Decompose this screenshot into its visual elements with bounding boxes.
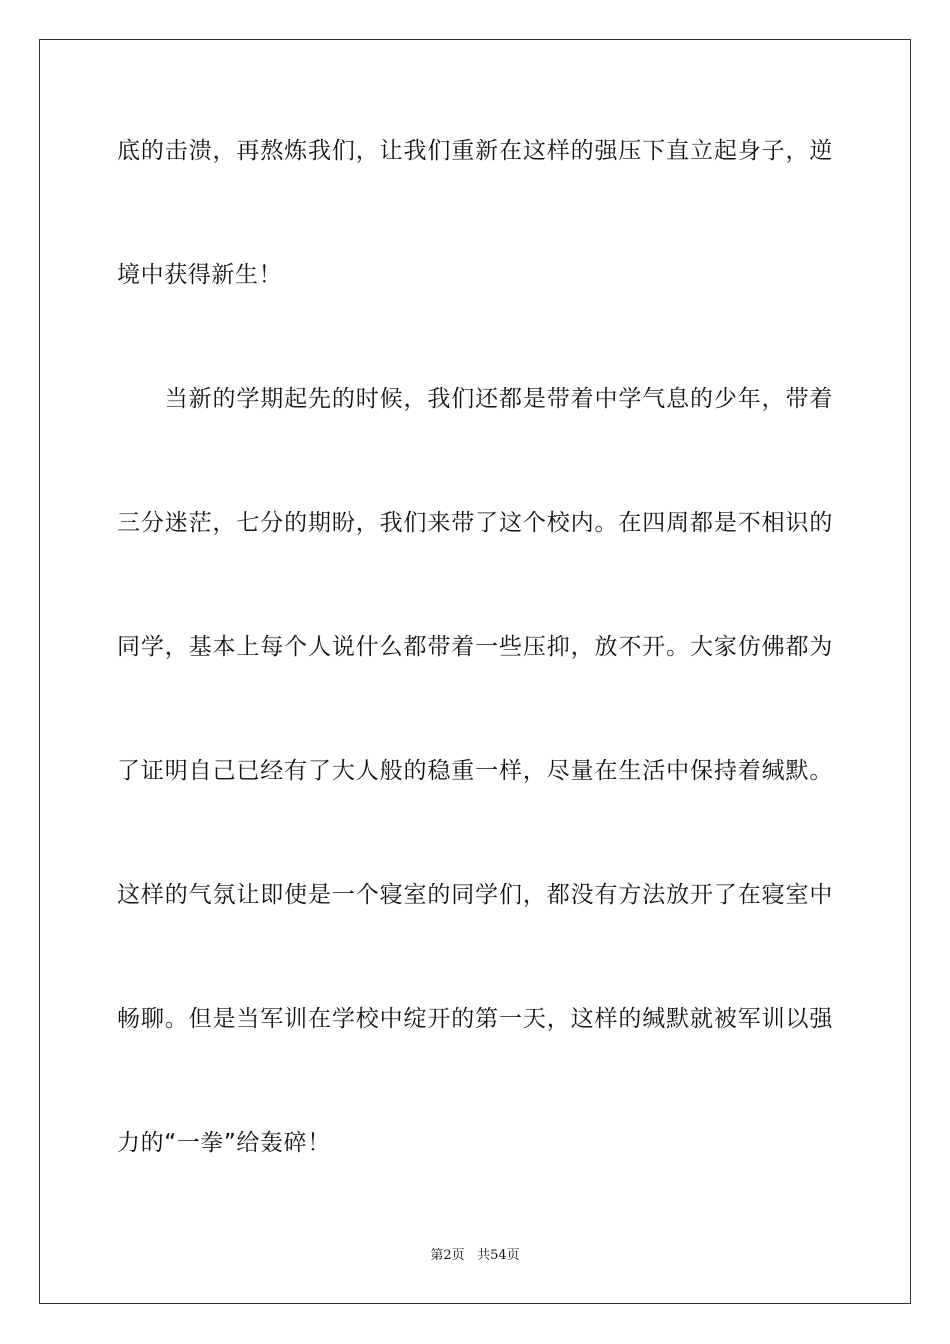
text-line-4: 三分迷茫，七分的期盼，我们来带了这个校内。在四周都是不相识的 — [117, 510, 833, 536]
total-pages: 共54页 — [477, 1248, 520, 1263]
text-line-7: 这样的气氛让即使是一个寝室的同学们，都没有方法放开了在寝室中 — [117, 882, 833, 908]
text-line-5: 同学，基本上每个人说什么都带着一些压抑，放不开。大家仿佛都为 — [117, 634, 833, 660]
text-line-9: 力的“一拳”给轰碎！ — [117, 1130, 331, 1156]
page-footer — [0, 1247, 950, 1265]
text-line-3: 当新的学期起先的时候，我们还都是带着中学气息的少年，带着 — [117, 386, 833, 412]
text-line-1: 底的击溃，再熬炼我们，让我们重新在这样的强压下直立起身子，逆 — [117, 138, 833, 164]
text-line-2: 境中获得新生！ — [117, 262, 283, 288]
text-line-6: 了证明自己已经有了大人般的稳重一样，尽量在生活中保持着缄默。 — [117, 758, 833, 784]
text-line-8: 畅聊。但是当军训在学校中绽开的第一天，这样的缄默就被军训以强 — [117, 1006, 833, 1032]
page-border — [39, 39, 911, 1304]
page-number: 第2页 — [430, 1248, 465, 1263]
